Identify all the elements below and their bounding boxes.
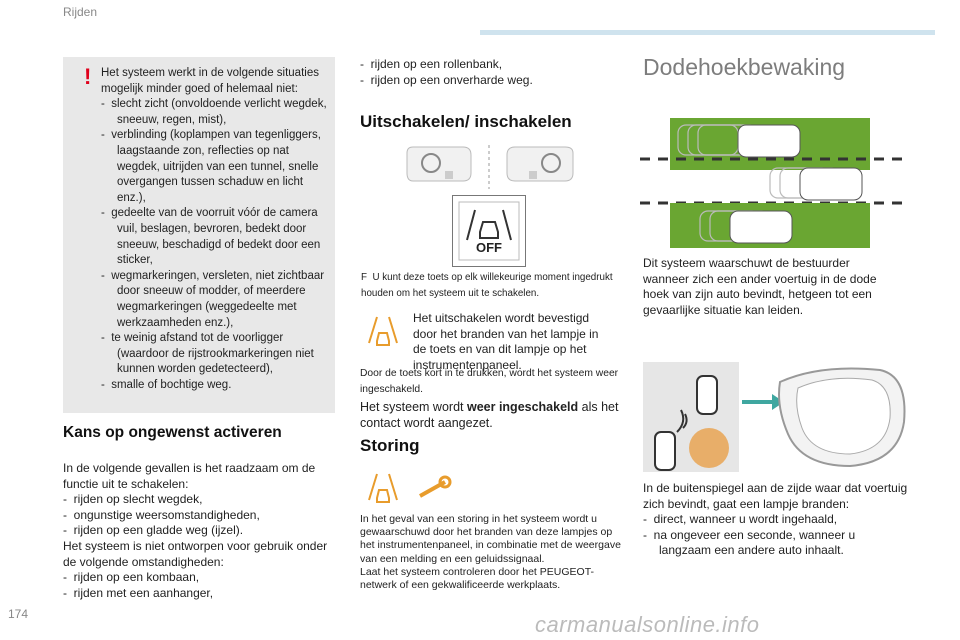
fault-text	[360, 513, 628, 592]
auto-bold: weer ingeschakeld	[466, 400, 579, 414]
fault-paragraph: In het geval van een storing in het systeem wordt u gewaarschuwd door het branden van deze lampjes op het instrumentenpaneel, in combinatie met de weergave van een melding en een geluidssignaal.	[360, 513, 621, 565]
list-item: - rijden op een onverharde weg.	[360, 72, 533, 87]
warning-item: - slecht zicht (onvoldoende verlicht wegdek, sneeuw, regen, mist),	[101, 98, 327, 126]
hint-marker: F	[361, 272, 367, 283]
unwanted-text2: Het systeem is niet ontworpen voor gebruik onder de volgende omstandigheden:	[63, 538, 328, 569]
blindspot-text: Dit systeem waarschuwt de bestuurder wanneer zich een ander voertuig in de dode hoek van zijn auto bevindt, hetgeen tot een gevaarlijke situatie kan leiden.	[643, 256, 877, 317]
auto-post: als het contact wordt aangezet.	[360, 400, 619, 430]
fault-paragraph-2: Laat het systeem controleren door het PEUGEOT-netwerk of een gekwalificeerde werkplaats.	[360, 565, 595, 592]
mirror-text	[643, 481, 908, 559]
off-label: OFF	[476, 240, 502, 255]
section-title: Rijden	[63, 5, 98, 19]
unwanted-title: Kans op ongewenst activeren	[63, 424, 282, 441]
hint-text: U kunt deze toets op elk willekeurige moment ingedrukt houden om het systeem uit te schakelen.	[361, 272, 613, 299]
switch-title: Uitschakelen/ inschakelen	[360, 112, 572, 131]
side-mirror-illustration	[740, 362, 910, 472]
unwanted-continued	[360, 57, 625, 88]
auto-pre: Het systeem wordt	[360, 400, 467, 414]
lane-off-button[interactable]	[452, 195, 526, 267]
warning-item: - smalle of bochtige weg.	[101, 378, 232, 391]
header-bar	[480, 30, 935, 35]
list-item: - rijden op een rollenbank,	[360, 57, 503, 71]
mirror-intro: In de buitenspiegel aan de zijde waar dat voertuig zich bevindt, gaat een lampje branden:	[643, 481, 908, 511]
warning-item: - wegmarkeringen, versleten, niet zichtbaar door sneeuw of modder, of meerdere wegmarkeringen (weggedeelte met werkzaamheden enz.),	[101, 269, 325, 329]
warning-intro: Het systeem werkt in de volgende situaties mogelijk minder goed of helemaal niet:	[101, 67, 319, 95]
list-item: - rijden op een gladde weg (ijzel).	[63, 523, 244, 538]
warning-item: - te weinig afstand tot de voorligger (waardoor de rijstrookmarkeringen niet kunnen worden gedetecteerd),	[101, 332, 314, 376]
list-item: - na ongeveer een seconde, wanneer u langzaam een andere auto inhaalt.	[643, 527, 856, 558]
switch-hint	[361, 270, 626, 302]
lane-fault-icon	[369, 474, 397, 502]
fault-title: Storing	[360, 436, 420, 455]
lamp-text: Het uitschakelen wordt bevestigd door het branden van het lampje in de toets en van dit lampje op het instrumentenpaneel.	[413, 311, 599, 372]
warning-item: - gedeelte van de voorruit vóór de camera vuil, beslagen, bevroren, bedekt door sneeuw, beschadigd of bedekt door een sticker,	[101, 207, 321, 267]
warning-icon: !	[84, 64, 92, 89]
fault-lamps	[365, 470, 455, 506]
list-item: - ongunstige weersomstandigheden,	[63, 507, 260, 522]
blindspot-title: Dodehoekbewaking	[643, 54, 846, 80]
blindspot-illustration	[640, 115, 910, 255]
press-text: Door de toets kort in te drukken, wordt het systeem weer ingeschakeld.	[360, 368, 619, 395]
list-item: - direct, wanneer u wordt ingehaald,	[643, 512, 838, 527]
watermark: carmanualsonline.info	[535, 612, 760, 637]
radar-cars-icon	[643, 362, 739, 472]
auto-enable-text	[360, 400, 628, 431]
lane-warning-lamp-icon	[365, 313, 401, 349]
list-item: - rijden met een aanhanger,	[63, 585, 214, 600]
list-item: - rijden op een kombaan,	[63, 570, 200, 585]
page-number: 174	[8, 607, 29, 621]
radar-diagram	[643, 362, 739, 472]
lane-keeping-off-icon	[453, 196, 525, 266]
unwanted-body	[63, 461, 338, 601]
list-item: - rijden op slecht wegdek,	[63, 492, 203, 507]
warning-text	[101, 66, 333, 393]
wrench-icon	[420, 477, 450, 496]
warning-item: - verblinding (koplampen van tegenliggers, laagstaande zon, reflecties op nat wegdek, uitrijden van een tunnel, snelle overgangen tussen schaduw en licht enz.),	[101, 129, 321, 204]
steering-controls-illustration	[405, 143, 575, 191]
unwanted-intro: In de volgende gevallen is het raadzaam om de functie uit te schakelen:	[63, 461, 316, 491]
